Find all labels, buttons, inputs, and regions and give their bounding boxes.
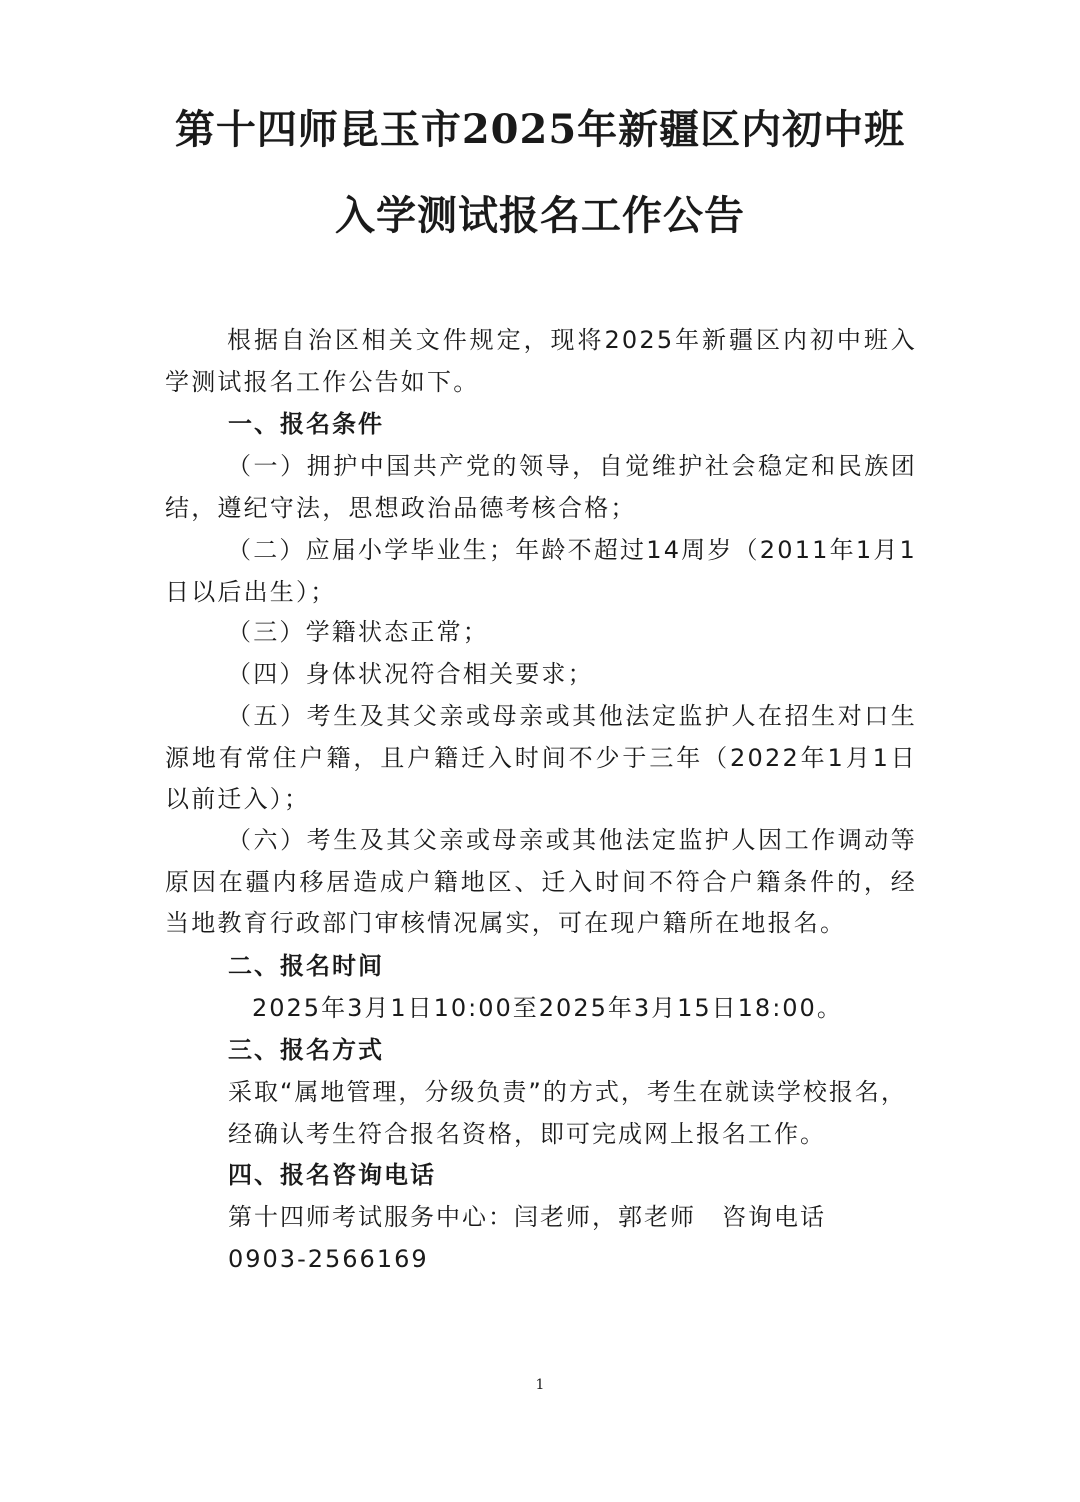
method-text-line2: 经确认考生符合报名资格，即可完成网上报名工作。 — [228, 1120, 826, 1148]
document-title-line2: 入学测试报名工作公告 — [335, 192, 745, 239]
page-number: 1 — [535, 1377, 545, 1393]
intro-paragraph: 根据自治区相关文件规定，现将2025年新疆区内初中班入学测试报名工作公告如下。 — [165, 326, 917, 396]
condition-item-4: （四）身体状况符合相关要求； — [227, 660, 594, 688]
document-title-line1: 第十四师昆玉市2025年新疆区内初中班 — [174, 106, 906, 153]
condition-item-5: （五）考生及其父亲或母亲或其他法定监护人在招生对口生源地有常住户籍，且户籍迁入时间不少于三年（2022年1月1日以前迁入）； — [165, 702, 917, 813]
condition-item-6: （六）考生及其父亲或母亲或其他法定监护人因工作调动等原因在疆内移居造成户籍地区、迁入时间不符合户籍条件的，经当地教育行政部门审核情况属实，可在现户籍所在地报名。 — [165, 826, 917, 937]
condition-item-3: （三）学籍状态正常； — [227, 618, 489, 646]
condition-item-2: （二）应届小学毕业生；年龄不超过14周岁（2011年1月1日以后出生）； — [165, 536, 917, 606]
phone-number: 0903-2566169 — [228, 1245, 429, 1273]
section-heading-conditions: 一、报名条件 — [228, 410, 384, 438]
method-text-line1: 采取“属地管理，分级负责”的方式，考生在就读学校报名， — [228, 1078, 907, 1106]
section-heading-contact: 四、报名咨询电话 — [228, 1161, 436, 1189]
registration-time-text: 2025年3月1日10:00至2025年3月15日18:00。 — [252, 994, 843, 1022]
contact-text: 第十四师考试服务中心：闫老师，郭老师 — [228, 1203, 696, 1231]
section-heading-time: 二、报名时间 — [228, 952, 384, 980]
phone-label: 咨询电话 — [722, 1203, 826, 1231]
section-heading-method: 三、报名方式 — [228, 1036, 384, 1064]
condition-item-1: （一）拥护中国共产党的领导，自觉维护社会稳定和民族团结，遵纪守法，思想政治品德考核合格； — [165, 452, 917, 522]
